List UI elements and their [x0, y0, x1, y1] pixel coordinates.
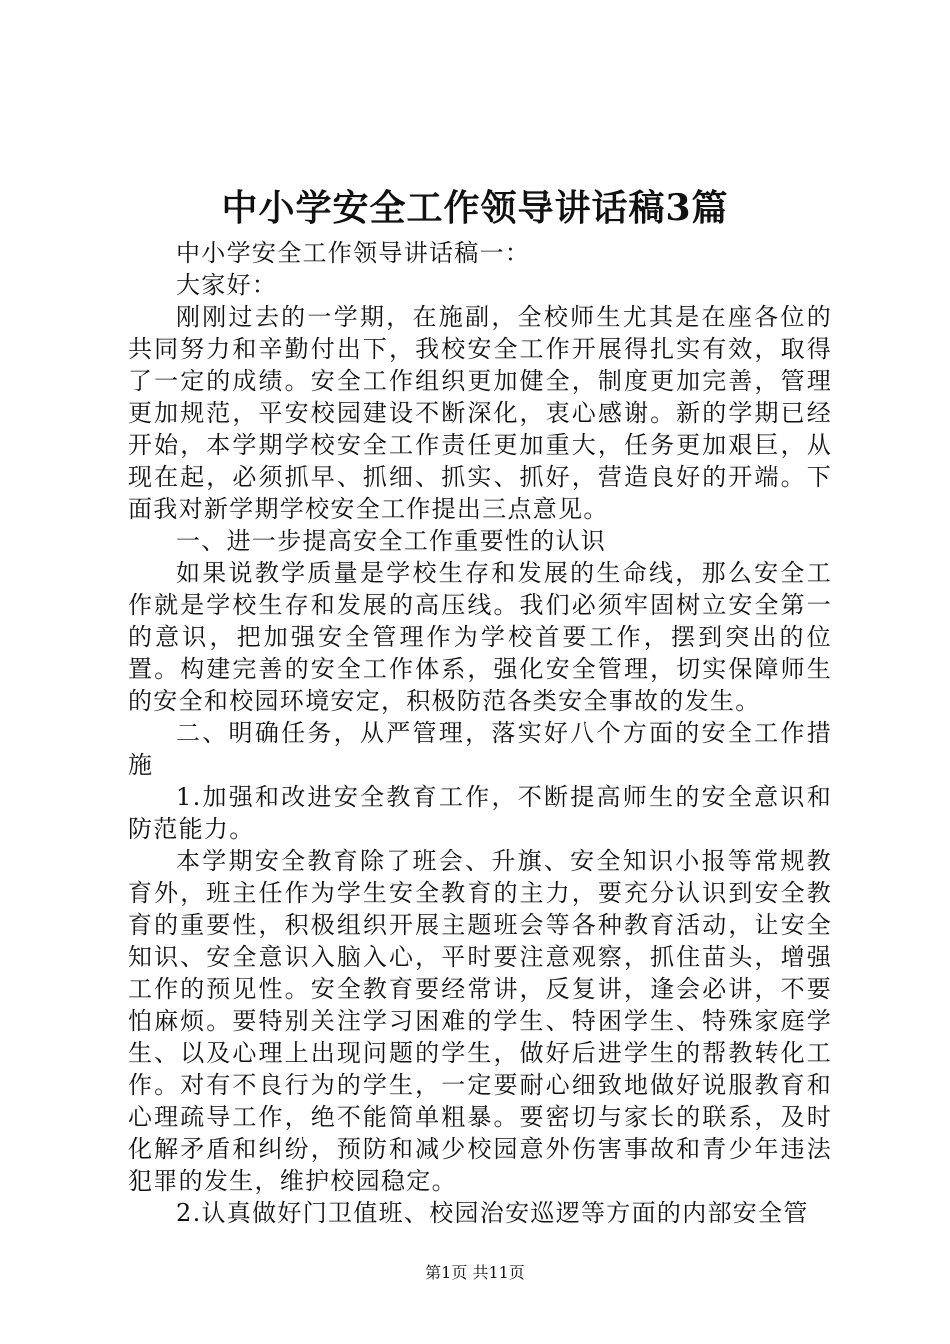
paragraph-salutation: 大家好：	[176, 271, 278, 299]
document-body	[128, 237, 832, 1229]
section-heading-two: 二、明确任务，从严管理，落实好八个方面的安全工作措施	[128, 719, 832, 779]
paragraph-safety-education: 本学期安全教育除了班会、升旗、安全知识小报等常规教育外，班主任作为学生安全教育的主力，要充分认识到安全教育的重要性，积极组织开展主题班会等各种教育活动，让安全知识、安全意识入脑入心，平时要注意观察，抓住苗头，增强工作的预见性。安全教育要经常讲，反复讲，逢会必讲，不要怕麻烦。要特别关注学习困难的学生、特困学生、特殊家庭学生、以及心理上出现问题的学生，做好后进学生的帮教转化工作。对有不良行为的学生，一定要耐心细致地做好说服教育和心理疏导工作，绝不能简单粗暴。要密切与家长的联系，及时化解矛盾和纠纷，预防和减少校园意外伤害事故和青少年违法犯罪的发生，维护校园稳定。	[128, 847, 832, 1195]
paragraph-section-one: 如果说教学质量是学校生存和发展的生命线，那么安全工作就是学校生存和发展的高压线。我们必须牢固树立安全第一的意识，把加强安全管理作为学校首要工作，摆到突出的位置。构建完善的安全工作体系，强化安全管理，切实保障师生的安全和校园环境安定，积极防范各类安全事故的发生。	[128, 559, 832, 715]
list-item-two: 2.认真做好门卫值班、校园治安巡逻等方面的内部安全管	[176, 1199, 809, 1227]
paragraph-intro: 刚刚过去的一学期，在施副，全校师生尤其是在座各位的共同努力和辛勤付出下，我校安全工作开展得扎实有效，取得了一定的成绩。安全工作组织更加健全，制度更加完善，管理更加规范，平安校园建设不断深化，衷心感谢。新的学期已经开始，本学期学校安全工作责任更加重大，任务更加艰巨，从现在起，必须抓早、抓细、抓实、抓好，营造良好的开端。下面我对新学期学校安全工作提出三点意见。	[128, 303, 832, 523]
paragraph-greeting-heading: 中小学安全工作领导讲话稿一：	[176, 239, 531, 267]
list-item-one: 1.加强和改进安全教育工作，不断提高师生的安全意识和防范能力。	[128, 783, 832, 843]
document-title: 中小学安全工作领导讲话稿3篇	[221, 187, 729, 229]
page-footer: 第1页 共11页	[425, 1263, 525, 1282]
section-heading-one: 一、进一步提高安全工作重要性的认识	[176, 527, 607, 555]
